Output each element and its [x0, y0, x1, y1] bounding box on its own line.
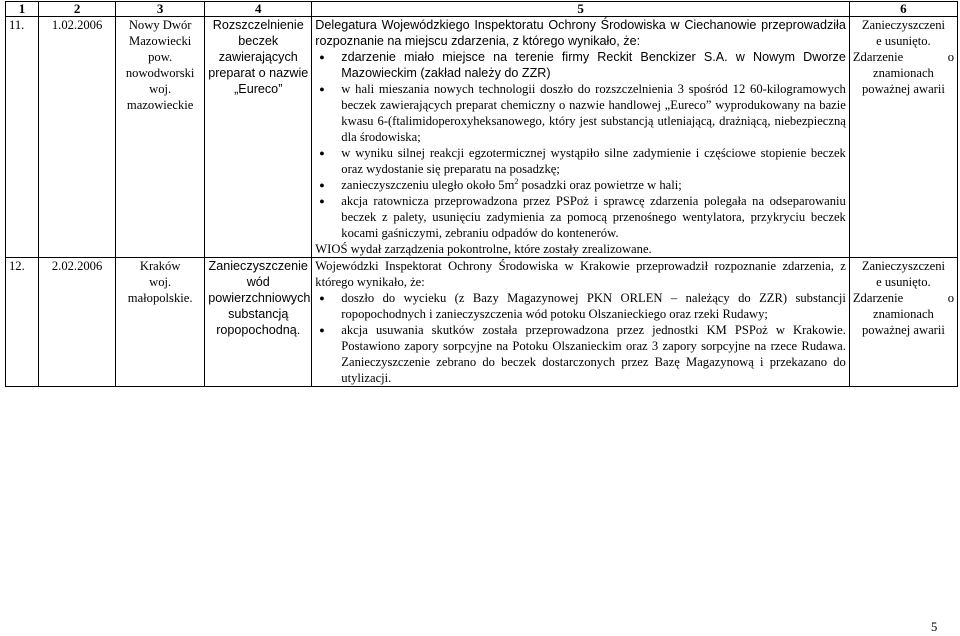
list-item: ● akcja usuwania skutków została przeprowadzona przez jednostki KM PSPoż w Krakowie. Postawiono zapory sorpcyjne na Potoku Olszanieckim oraz 3 zapory sorpcyjne na rzece Rudawa. Zanieczyszczenie zebrano do beczek dostarczonych przez Bazę Magazynową i przekazano do utylizacji.: [315, 322, 846, 386]
incident-table: [5, 1, 958, 387]
description-lead: Delegatura Wojewódzkiego Inspektoratu Ochrony Środowiska w Ciechanowie przeprowadziła rozpoznanie na miejscu zdarzenia, z którego wynikało, że:: [315, 18, 846, 48]
description-cell: [312, 17, 850, 258]
col-header-6: 6: [849, 2, 957, 17]
place-cell: Kraków woj. małopolskie.: [116, 258, 205, 387]
list-item: ● doszło do wycieku (z Bazy Magazynowej PKN ORLEN – należący do ZZR) substancji ropopochodnych i zanieczyszczenia wód potoku Olszanieckiego oraz rzeki Rudawy;: [315, 290, 846, 322]
page-number: 5: [931, 620, 938, 634]
table-row: [6, 258, 958, 387]
place-cell: Nowy Dwór Mazowiecki pow. nowodworski woj. mazowieckie: [116, 17, 205, 258]
description-lead: Wojewódzki Inspektorat Ochrony Środowiska w Krakowie przeprowadził rozpoznanie zdarzenia, z którego wynikało, że:: [315, 259, 846, 289]
list-item: ● zanieczyszczeniu uległo około $5m^2$ posadzki oraz powietrze w hali;: [315, 177, 846, 193]
remarks-cell: Zanieczyszczeni e usunięto. Zdarzenie o znamionach poważnej awarii: [849, 258, 957, 387]
list-item: ● akcja ratownicza przeprowadzona przez PSPoż i sprawcę zdarzenia polegała na odseparowaniu beczek z palety, usunięciu zadymienia za pomocą przenośnego wentylatora, przykryciu beczek kocami gaśniczymi, zebraniu odpadów do kontenerów.: [315, 193, 846, 241]
event-cell: Zanieczyszczenie wód powierzchniowych substancją ropopochodną.: [205, 258, 312, 387]
row-number: 12.: [6, 258, 39, 387]
col-header-2: 2: [39, 2, 116, 17]
date-cell: 1.02.2006: [39, 17, 116, 258]
description-bullets: [315, 290, 846, 386]
description-cell: [312, 258, 850, 387]
list-item: ● zdarzenie miało miejsce na terenie firmy Reckit Benckizer S.A. w Nowym Dworze Mazowieckim (zakład należy do ZZR): [315, 49, 846, 81]
col-header-4: 4: [205, 2, 312, 17]
description-closing: WIOŚ wydał zarządzenia pokontrolne, które zostały zrealizowane.: [315, 242, 652, 256]
list-item: ● w hali mieszania nowych technologii doszło do rozszczelnienia 3 spośród 12 60-kilogramowych beczek zawierających preparat chemiczny o nazwie handlowej „Eureco” wyprodukowany na bazie kwasu 6-(ftalimidoperoxyheksanowego, który jest substancją utleniającą, drażniącą, niebezpieczną dla środowiska;: [315, 81, 846, 145]
description-bullets: [315, 49, 846, 241]
list-item: ● w wyniku silnej reakcji egzotermicznej wystąpiło silne zadymienie i częściowe stopienie beczek oraz wydostanie się preparatu na posadzkę;: [315, 145, 846, 177]
col-header-5: 5: [312, 2, 850, 17]
table-row: [6, 17, 958, 258]
col-header-3: 3: [116, 2, 205, 17]
remarks-cell: Zanieczyszczeni e usunięto. Zdarzenie o znamionach poważnej awarii: [849, 17, 957, 258]
col-header-1: 1: [6, 2, 39, 17]
row-number: 11.: [6, 17, 39, 258]
event-cell: Rozszczelnienie beczek zawierających preparat o nazwie „Eureco”: [205, 17, 312, 258]
date-cell: 2.02.2006: [39, 258, 116, 387]
header-row: [6, 2, 958, 17]
